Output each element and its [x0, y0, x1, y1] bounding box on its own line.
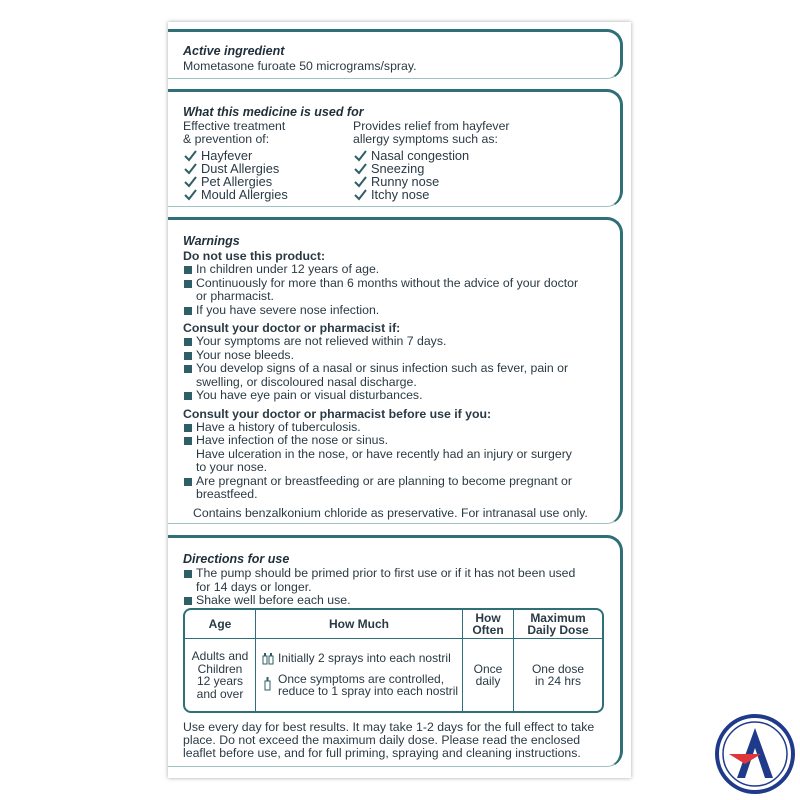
dose-initial	[262, 652, 462, 665]
uses-left-heading: Effective treatment	[183, 119, 286, 133]
list-item-continued: for 14 days or longer.	[196, 579, 312, 594]
list-item-continued: Have ulceration in the nose, or have recently had an injury or surgery	[196, 446, 572, 461]
table-cell-max-dose	[514, 639, 602, 711]
dose-maintenance	[262, 673, 462, 698]
directions-title: Directions for use	[183, 552, 290, 566]
warnings-title: Warnings	[183, 234, 240, 248]
active-ingredient-panel	[168, 29, 623, 79]
dosage-table	[183, 608, 604, 713]
cell-text: daily	[475, 674, 501, 688]
header-label: Maximum	[530, 611, 586, 625]
list-item: Are pregnant or breastfeeding or are planning to become pregnant or	[183, 475, 620, 489]
warnings-group1-list	[183, 263, 620, 317]
warnings-group3-list	[183, 421, 620, 502]
footer-line: leaflet before use, and for full priming, spraying and cleaning instructions.	[183, 746, 581, 760]
list-item: Your symptoms are not relieved within 7 days.	[183, 335, 620, 349]
footer-line: Use every day for best results. It may take 1-2 days for the full effect to take	[183, 720, 595, 734]
cell-text: Initially 2 sprays into each nostril	[278, 651, 451, 666]
list-item: Have a history of tuberculosis.	[183, 421, 620, 435]
uses-left-heading-2: & prevention of:	[183, 132, 270, 146]
header-label: Often	[472, 623, 504, 637]
table-cell-how-often	[463, 639, 514, 711]
table-header-age	[185, 610, 256, 639]
list-item-label: Mould Allergies	[201, 187, 288, 202]
table-header-how-often	[463, 610, 514, 639]
uses-title: What this medicine is used for	[183, 105, 364, 119]
list-item-continued: swelling, or discoloured nasal discharge.	[196, 374, 417, 389]
uses-panel	[168, 89, 623, 207]
cell-text: and over	[196, 686, 244, 701]
list-item-continued: to your nose.	[196, 460, 268, 474]
table-header-how-much	[256, 610, 463, 639]
single-spray-icon	[264, 675, 272, 691]
checkmark-icon	[184, 176, 197, 188]
list-item-label: Nasal congestion	[371, 148, 470, 163]
active-ingredient-title: Active ingredient	[183, 44, 285, 58]
list-item	[353, 188, 613, 201]
list-item: In children under 12 years of age.	[183, 263, 620, 277]
list-item: The pump should be primed prior to first use or if it has not been used	[183, 567, 620, 581]
list-item: If you have severe nose infection.	[183, 304, 620, 318]
table-header-row	[185, 610, 602, 639]
cell-text: Once	[473, 661, 503, 676]
list-item: Your nose bleeds.	[183, 349, 620, 363]
list-item-label: Sneezing	[371, 161, 425, 176]
warnings-group3-heading: Consult your doctor or pharmacist before use if you:	[183, 406, 492, 421]
header-label: How Much	[329, 617, 389, 631]
directions-panel	[168, 535, 623, 767]
cell-text: Once symptoms are controlled,	[278, 671, 445, 686]
header-label: Daily Dose	[527, 623, 589, 637]
checkmark-icon	[354, 189, 367, 201]
checkmark-icon	[184, 150, 197, 162]
double-spray-icon	[262, 651, 275, 665]
uses-right-list	[353, 149, 613, 201]
table-cell-age	[185, 639, 256, 711]
list-item-label: Runny nose	[371, 174, 440, 189]
list-item: Shake well before each use.	[183, 594, 620, 608]
uses-right-column	[353, 120, 613, 201]
cell-text: One dose	[531, 661, 585, 676]
list-item-label: Itchy nose	[371, 187, 430, 202]
cell-text: Adults and	[191, 649, 249, 663]
list-item-continued: breastfeed.	[196, 487, 258, 501]
checkmark-icon	[354, 150, 367, 162]
active-ingredient-text: Mometasone furoate 50 micrograms/spray.	[183, 59, 417, 73]
directions-footer	[183, 721, 594, 760]
warnings-panel	[168, 217, 623, 524]
warnings-group1-heading: Do not use this product:	[183, 249, 326, 263]
header-label: How	[475, 611, 501, 625]
list-item-label: Hayfever	[201, 148, 253, 163]
list-item: Have infection of the nose or sinus.	[183, 434, 620, 448]
list-item-label: Pet Allergies	[201, 174, 273, 189]
uses-left-list	[183, 149, 353, 201]
footer-line: place. Do not exceed the maximum daily dose. Please read the enclosed	[183, 733, 581, 747]
cell-text: 12 years	[196, 674, 244, 688]
table-row	[185, 639, 602, 711]
list-item: You develop signs of a nasal or sinus infection such as fever, pain or	[183, 362, 620, 376]
checkmark-icon	[184, 163, 197, 175]
brand-seal-icon	[715, 714, 795, 794]
uses-right-heading-2: allergy symptoms such as:	[353, 132, 498, 146]
list-item	[183, 188, 353, 201]
cell-text: in 24 hrs	[534, 674, 582, 688]
checkmark-icon	[184, 189, 197, 201]
directions-list	[183, 567, 620, 608]
preservative-note: Contains benzalkonium chloride as preservative. For intranasal use only.	[193, 505, 588, 520]
list-item-continued: or pharmacist.	[196, 289, 274, 303]
uses-right-heading: Provides relief from hayfever	[353, 119, 510, 133]
warnings-group2-heading: Consult your doctor or pharmacist if:	[183, 321, 401, 335]
list-item-label: Dust Allergies	[201, 161, 280, 176]
list-item: You have eye pain or visual disturbances.	[183, 389, 620, 403]
table-cell-how-much	[256, 639, 463, 711]
checkmark-icon	[354, 163, 367, 175]
warnings-group2-list	[183, 335, 620, 403]
cell-text: reduce to 1 spray into each nostril	[278, 684, 459, 699]
checkmark-icon	[354, 176, 367, 188]
uses-left-column	[183, 120, 353, 201]
table-header-max-dose	[514, 610, 602, 639]
medicine-carton-panel	[168, 22, 631, 778]
list-item: Continuously for more than 6 months without the advice of your doctor	[183, 277, 620, 291]
cell-text: Children	[197, 661, 243, 676]
header-label: Age	[208, 617, 232, 631]
